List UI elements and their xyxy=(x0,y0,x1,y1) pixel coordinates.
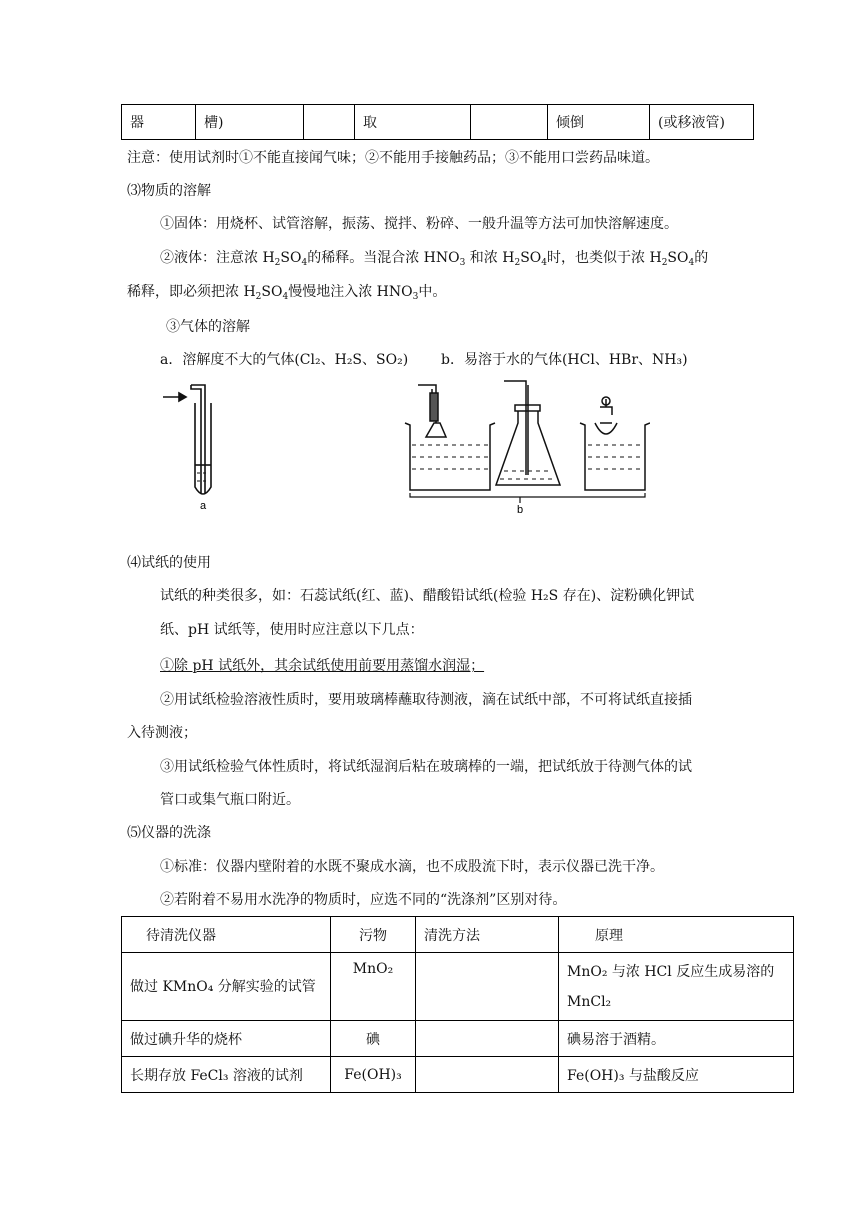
table-cell xyxy=(416,1057,559,1093)
paragraph: ②用试纸检验溶液性质时，要用玻璃棒蘸取待测液，滴在试纸中部，不可将试纸直接插 xyxy=(160,692,692,708)
top-cell: 槽) xyxy=(196,105,304,140)
table-header-row xyxy=(122,917,794,953)
table-header: 原理 xyxy=(559,917,794,953)
text-run: 稀释，即必须把浓 H xyxy=(127,284,256,300)
text-run: SO xyxy=(667,250,689,266)
paragraph: 管口或集气瓶口附近。 xyxy=(160,792,300,808)
paragraph: 试纸的种类很多，如：石蕊试纸(红、蓝)、醋酸铅试纸(检验 H₂S 存在)、淀粉碘化钾试 xyxy=(160,588,695,604)
section-heading: ⑶物质的溶解 xyxy=(127,183,211,199)
top-cell: (或移液管) xyxy=(650,105,754,140)
top-cell: 倾倒 xyxy=(548,105,650,140)
text-run: 慢慢地注入浓 HNO xyxy=(288,284,413,300)
figure-b-label: b xyxy=(516,504,524,515)
paragraph: 入待测液； xyxy=(127,725,197,741)
top-table xyxy=(121,104,754,140)
paragraph: ①除 pH 试纸外，其余试纸使用前要用蒸馏水润湿； xyxy=(160,658,485,674)
top-cell xyxy=(471,105,548,140)
paragraph: ①标准：仪器内壁附着的水既不聚成水滴，也不成股流下时，表示仪器已洗干净。 xyxy=(160,859,664,875)
table-header: 污物 xyxy=(331,917,416,953)
top-cell: 器 xyxy=(122,105,196,140)
table-row xyxy=(122,953,794,1021)
gas-a-label: a．溶解度不大的气体(Cl₂、H₂S、SO₂) xyxy=(160,352,409,368)
table-cell: MnO₂ 与浓 HCl 反应生成易溶的 MnCl₂ xyxy=(559,953,794,1021)
table-cell: 做过碘升华的烧杯 xyxy=(122,1021,331,1057)
top-cell xyxy=(304,105,355,140)
table-row xyxy=(122,1057,794,1093)
note: 注意：使用试剂时①不能直接闻气味；②不能用手接触药品；③不能用口尝药品味道。 xyxy=(127,150,659,166)
text-run: ②液体：注意浓 H xyxy=(160,250,275,266)
paragraph: ②液体：注意浓 $H_2SO_4$的稀释。当混合浓 $HNO_3$ 和浓 $H_2SO_4$时，也类似于浓 $H_2SO_4$的 xyxy=(160,250,709,268)
table-cell xyxy=(416,1021,559,1057)
text-run: SO xyxy=(520,250,542,266)
section-heading: ⑸仪器的洗涤 xyxy=(127,825,211,841)
table-cell: MnO₂ xyxy=(331,953,416,1021)
text-run: 的 xyxy=(694,250,709,266)
paragraph: ②若附着不易用水洗净的物质时，应选不同的“洗涤剂”区别对待。 xyxy=(160,892,567,908)
table-cell: Fe(OH)₃ 与盐酸反应 xyxy=(559,1057,794,1093)
table-cell xyxy=(416,953,559,1021)
text-run: SO xyxy=(261,284,283,300)
table-header: 清洗方法 xyxy=(416,917,559,953)
paragraph: ①固体：用烧杯、试管溶解，振荡、搅拌、粉碎、一般升温等方法可加快溶解速度。 xyxy=(160,216,678,232)
paragraph: 稀释，即必须把浓 $H_2SO_4$慢慢地注入浓 $HNO_3$中。 xyxy=(127,284,447,302)
figure-a-test-tube xyxy=(155,375,235,515)
paragraph: 纸、pH 试纸等，使用时应注意以下几点： xyxy=(160,622,424,638)
text-run: 的稀释。当混合浓 HNO xyxy=(307,250,460,266)
figure-a-label: a xyxy=(199,500,207,512)
paragraph: ③用试纸检验气体性质时，将试纸湿润后粘在玻璃棒的一端，把试纸放于待测气体的试 xyxy=(160,759,692,775)
text-run: 和浓 H xyxy=(469,250,515,266)
text-run: SO xyxy=(280,250,302,266)
table-header: 待清洗仪器 xyxy=(122,917,331,953)
table-cell: 碘易溶于酒精。 xyxy=(559,1021,794,1057)
text-run: 中。 xyxy=(418,284,447,300)
table-cell: 长期存放 FeCl₃ 溶液的试剂 xyxy=(122,1057,331,1093)
section-heading: ⑷试纸的使用 xyxy=(127,555,211,571)
table-row xyxy=(122,1021,794,1057)
wash-table xyxy=(121,916,794,1093)
gas-b-label: b．易溶于水的气体(HCl、HBr、NH₃) xyxy=(441,352,688,368)
paragraph: ③气体的溶解 xyxy=(166,319,250,335)
top-cell: 取 xyxy=(355,105,471,140)
table-cell: 做过 KMnO₄ 分解实验的试管 xyxy=(122,953,331,1021)
table-cell: 碘 xyxy=(331,1021,416,1057)
table-cell: Fe(OH)₃ xyxy=(331,1057,416,1093)
figure-b-apparatus xyxy=(400,375,650,515)
text-run: 时，也类似于浓 H xyxy=(547,250,662,266)
